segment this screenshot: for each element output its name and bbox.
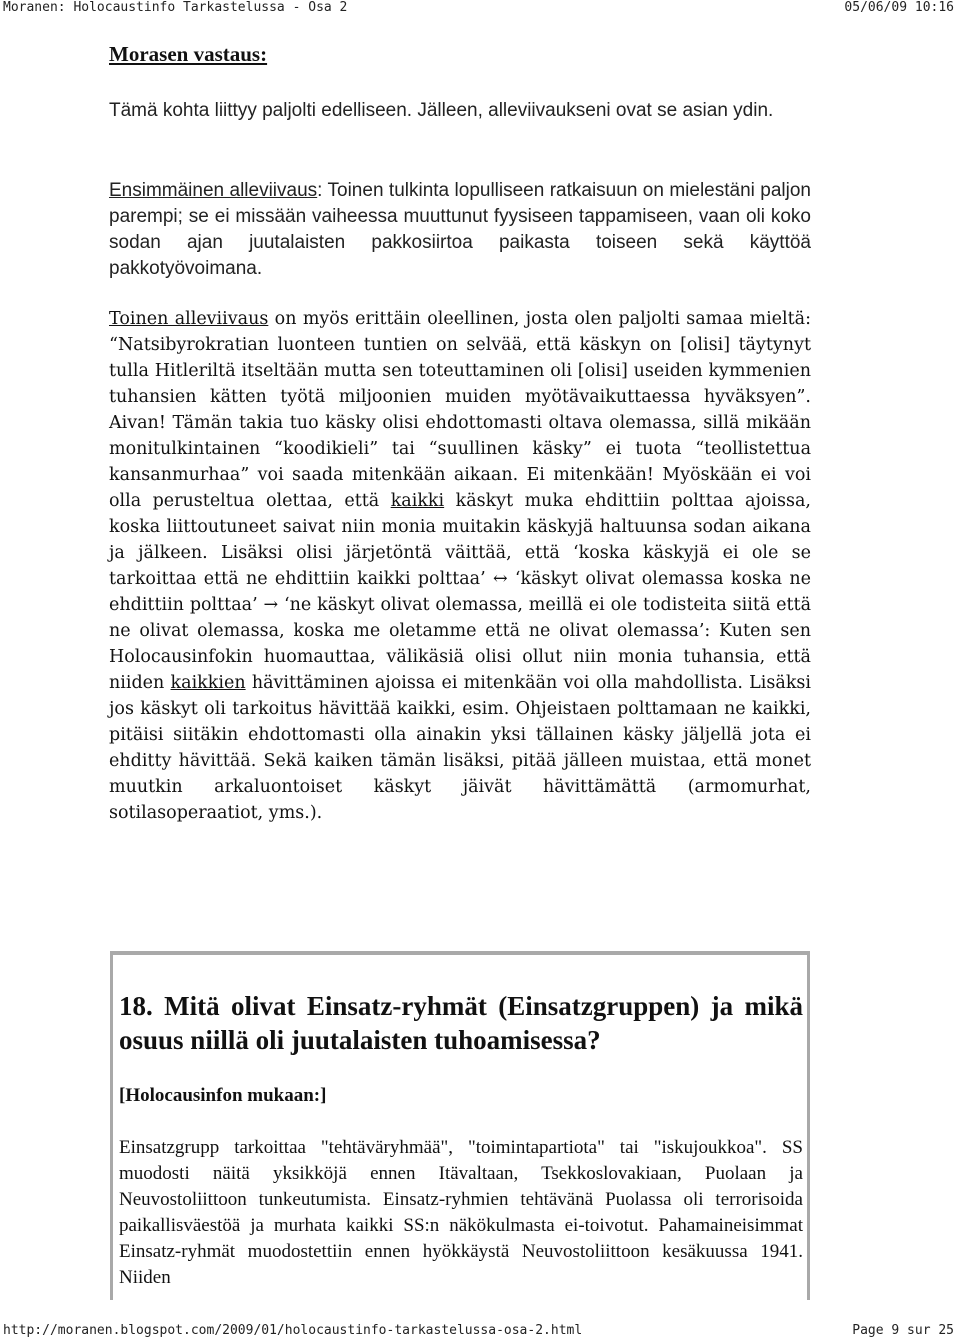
- response-paragraph-2: [109, 178, 811, 282]
- source-label: [Holocausinfon mukaan:]: [119, 1085, 327, 1106]
- question-box: [110, 951, 810, 1300]
- print-datetime: 05/06/09 10:16: [844, 0, 954, 15]
- response-paragraph-3: [109, 306, 811, 826]
- paragraph-text: hävittäminen ajoissa ei mitenkään voi olla mahdollista. Lisäksi jos käskyt oli tarkoitus hävittää kaikki, esim. Ohjeistaen polttamaan ne kaikki, pitäisi siitäkin ehdottomasti olla ainakin yksi tällainen käsky jäljellä jota ei ehditty hävittää. Sekä kaiken tämän lisäksi, pitää jälleen muistaa, että monet muutkin arkaluontoiset käskyt jäivät hävittämättä (armomurhat, sotilasoperaatiot, yms.).: [109, 673, 811, 823]
- page-number: Page 9 sur 25: [852, 1323, 954, 1338]
- paragraph-text: on myös erittäin oleellinen, josta olen paljolti samaa mieltä: “Natsibyrokratian luonteen tuntien on selvää, että käskyn on [olisi] täytynyt tulla Hitleriltä itseltään mutta sen toteuttaminen oli [olisi] useiden kymmenien tuhansien kätten työtä miljoonien muiden myötävaikuttaessa hyväksyen”. Aivan! Tämän takia tuo käsky olisi ehdottomasti oltava olemassa, sillä mikään monitulkintainen “koodikieli” tai “suullinen käsky” ei tuota “teollistettua kansanmurhaa” voi saada mitenkään aikaan. Ei mitenkään! Myöskään ei voi olla perusteltua olettaa, että: [109, 309, 811, 511]
- question-title: 18. Mitä olivat Einsatz-ryhmät (Einsatzgruppen) ja mikä osuus niillä oli juutalaisten tuhoamisessa?: [119, 991, 803, 1055]
- page-url: http://moranen.blogspot.com/2009/01/holocaustinfo-tarkastelussa-osa-2.html: [3, 1323, 583, 1338]
- print-footer: [0, 1321, 960, 1341]
- underlined-word-kaikkien: kaikkien: [170, 673, 246, 693]
- paragraph-text: : Toinen tulkinta lopulliseen ratkaisuun on mielestäni paljon parempi; se ei missään vaiheessa muuttunut fyysiseen tappamiseen, vaan oli koko sodan ajan juutalaisten pakkosiirtoa paikasta toiseen sekä käyttöä pakkotyövoimana.: [109, 180, 811, 279]
- paragraph-text: käskyt muka ehdittiin polttaa ajoissa, koska liittoutuneet saivat niin monia muitakin käskyjä haltuunsa sodan aikana ja jälkeen. Lisäksi olisi järjetöntä väittää, että ‘koska käskyjä ei ole se tarkoittaa että ne ehdittiin kaikki polttaa’ ↔ ‘käskyt olivat olemassa koska ne ehdittiin polttaa’ → ‘ne käskyt olivat olemassa, meillä ei ole todisteita siitä että ne olivat olemassa, koska me oletamme että ne olivat olemassa’: Kuten sen Holocausinfokin huomauttaa, välikäsiä olisi ollut niin monia tuhansia, että niiden: [109, 491, 811, 693]
- print-header: [0, 0, 960, 22]
- underlined-word-kaikki: kaikki: [390, 491, 445, 511]
- question-body: Einsatzgrupp tarkoittaa "tehtäväryhmää", "toimintapartiota" tai "iskujoukkoa". SS muodosti näitä yksikköjä ennen Itävaltaan, Tsekkoslovakiaan, Puolaan ja Neuvostoliittoon tunkeutumista. Einsatz-ryhmien tehtävänä Puolassa oli terrorisoida paikallisväestöä ja murhata kaikki SS:n näkökulmasta ei-toivotut. Pahamaineisimmat Einsatz-ryhmät muodostettiin ennen hyökkäystä Neuvostoliittoon kesäkuussa 1941. Niiden: [119, 1137, 803, 1288]
- underline-label-second: Toinen alleviivaus: [109, 309, 269, 329]
- response-heading: Morasen vastaus:: [109, 42, 268, 66]
- underline-label-first: Ensimmäinen alleviivaus: [109, 180, 318, 201]
- page-title: Moranen: Holocaustinfo Tarkastelussa - Osa 2: [3, 0, 348, 15]
- response-paragraph-1: Tämä kohta liittyy paljolti edelliseen. Jälleen, alleviivaukseni ovat se asian ydin.: [109, 100, 774, 121]
